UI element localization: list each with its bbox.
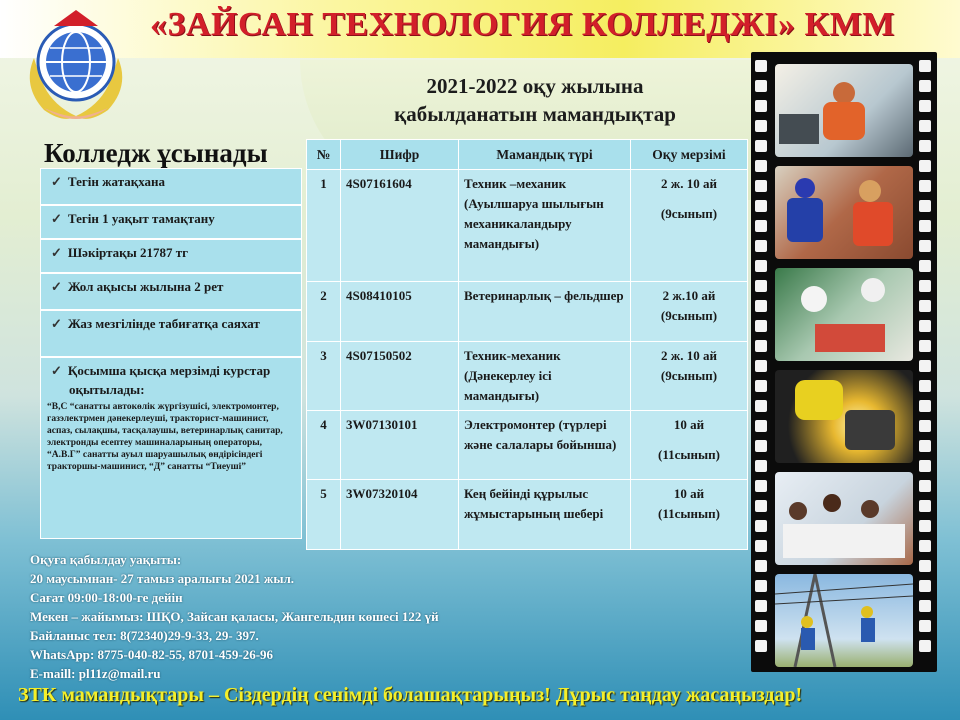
- info-line: Мекен – жайымыз: ШҚО, Зайсан қаласы, Жангельдин көшесі 122 үй: [30, 609, 439, 624]
- film-sprocket-hole: [919, 360, 931, 372]
- film-sprocket-hole: [755, 240, 767, 252]
- film-sprocket-hole: [919, 280, 931, 292]
- duration-grade: (11сынып): [658, 506, 720, 521]
- duration-value: 2 ж. 10 ай: [661, 176, 717, 191]
- info-line: Оқуға қабылдау уақыты:: [30, 552, 182, 567]
- year-heading-line1: 2021-2022 оқу жылына: [426, 74, 644, 98]
- offer-item: [40, 168, 302, 205]
- specialties-table: [306, 139, 748, 550]
- film-sprocket-hole: [755, 340, 767, 352]
- row-num: 1: [307, 170, 341, 282]
- film-sprocket-hole: [755, 280, 767, 292]
- college-logo-icon: [14, 6, 138, 130]
- col-header-code: Шифр: [341, 140, 459, 170]
- duration-value: 10 ай: [673, 417, 705, 432]
- row-duration: [631, 170, 748, 282]
- duration-grade: (9сынып): [660, 308, 718, 323]
- film-sprocket-hole: [919, 140, 931, 152]
- film-sprocket-hole: [919, 60, 931, 72]
- row-duration: [631, 411, 748, 480]
- offer-item: [40, 239, 302, 273]
- row-specialty: Техник –механик (Ауылшаруа шылығын механикаландыру мамандығы): [459, 170, 631, 282]
- film-sprocket-hole: [919, 240, 931, 252]
- col-header-num: №: [307, 140, 341, 170]
- film-sprocket-hole: [919, 540, 931, 552]
- row-duration: [631, 480, 748, 550]
- film-sprocket-hole: [919, 220, 931, 232]
- offer-course-details: “В,С “санатты автокөлік жүргізушісі, электромонтер, газэлектрмен дәнекерлеуші, тракторист-машинист, аспаз, сылақшы, тасқалаушы, ветеринарлық санитар, электронды есептеу машиналарының операторы, “А.В.Г” санатты ауыл шаруашылық өндірісіндегі тракторшы-машинист, “Д” санатты “Тиеуші”: [47, 402, 283, 472]
- table-row: [307, 411, 748, 480]
- duration-value: 2 ж.10 ай: [662, 288, 716, 303]
- duration-value: 2 ж. 10 ай: [661, 348, 717, 363]
- col-header-specialty: Мамандық түрі: [459, 140, 631, 170]
- info-line: 20 маусымнан- 27 тамыз аралығы 2021 жыл.: [30, 571, 295, 586]
- row-num: 2: [307, 282, 341, 342]
- offer-label: Шәкіртақы 21787 тг: [67, 245, 189, 260]
- offer-item: [40, 205, 302, 239]
- offer-label: Тегін жатақхана: [67, 174, 166, 189]
- film-sprocket-hole: [919, 580, 931, 592]
- film-sprocket-hole: [919, 460, 931, 472]
- offer-label: Қосымша қысқа мерзімді курстар оқытылады:: [67, 363, 271, 397]
- film-sprocket-hole: [755, 160, 767, 172]
- info-line: Сағат 09:00-18:00-ге дейін: [30, 590, 183, 605]
- film-sprocket-hole: [919, 160, 931, 172]
- film-sprocket-hole: [755, 80, 767, 92]
- film-sprocket-hole: [919, 600, 931, 612]
- film-strip-icon: [751, 52, 937, 672]
- film-sprocket-hole: [919, 500, 931, 512]
- film-sprocket-hole: [755, 520, 767, 532]
- table-row: [307, 342, 748, 411]
- film-sprocket-hole: [755, 440, 767, 452]
- film-sprocket-hole: [755, 580, 767, 592]
- film-sprocket-hole: [755, 260, 767, 272]
- check-icon: ✓: [51, 279, 62, 294]
- film-sprocket-hole: [755, 560, 767, 572]
- photo-frame-simulator: [775, 64, 913, 157]
- offer-item: [40, 357, 302, 539]
- duration-value: 10 ай: [673, 486, 705, 501]
- info-line: WhatsApp: 8775-040-82-55, 8701-459-26-96: [30, 647, 274, 662]
- film-sprocket-hole: [919, 560, 931, 572]
- film-sprocket-hole: [755, 140, 767, 152]
- check-icon: ✓: [51, 211, 62, 226]
- film-sprocket-hole: [755, 300, 767, 312]
- film-sprocket-hole: [919, 80, 931, 92]
- year-heading: [330, 72, 740, 128]
- film-sprocket-hole: [755, 320, 767, 332]
- film-sprocket-hole: [755, 120, 767, 132]
- film-sprocket-hole: [755, 620, 767, 632]
- film-sprocket-hole: [755, 500, 767, 512]
- duration-grade: (9сынып): [660, 206, 718, 221]
- film-sprocket-hole: [755, 360, 767, 372]
- film-sprocket-hole: [755, 420, 767, 432]
- row-specialty: Ветеринарлық – фельдшер: [459, 282, 631, 342]
- row-code: 3W07320104: [341, 480, 459, 550]
- film-sprocket-hole: [919, 300, 931, 312]
- photo-frame-classroom: [775, 472, 913, 565]
- row-code: 4S07150502: [341, 342, 459, 411]
- duration-grade: (11сынып): [658, 447, 720, 462]
- film-sprocket-hole: [755, 100, 767, 112]
- col-header-duration: Оқу мерзімі: [631, 140, 748, 170]
- table-row: [307, 282, 748, 342]
- photo-frame-welding: [775, 370, 913, 463]
- film-sprocket-hole: [755, 480, 767, 492]
- contact-info: [30, 550, 730, 683]
- check-icon: ✓: [51, 316, 62, 331]
- offer-label: Тегін 1 уақыт тамақтану: [67, 211, 215, 226]
- film-sprocket-hole: [919, 120, 931, 132]
- row-num: 4: [307, 411, 341, 480]
- table-header-row: [307, 140, 748, 170]
- film-sprocket-hole: [919, 400, 931, 412]
- film-sprocket-hole: [919, 520, 931, 532]
- row-code: 3W07130101: [341, 411, 459, 480]
- row-specialty: Кең бейінді құрылыс жұмыстарының шебері: [459, 480, 631, 550]
- offer-item: [40, 310, 302, 357]
- film-holes-right: [919, 60, 933, 664]
- top-banner: [0, 0, 960, 58]
- photo-frame-electricians: [775, 574, 913, 667]
- film-sprocket-hole: [919, 420, 931, 432]
- offer-label: Жаз мезгілінде табиғатқа саяхат: [67, 316, 260, 331]
- film-sprocket-hole: [755, 460, 767, 472]
- film-holes-left: [755, 60, 769, 664]
- film-sprocket-hole: [919, 180, 931, 192]
- film-sprocket-hole: [755, 200, 767, 212]
- film-sprocket-hole: [919, 620, 931, 632]
- film-sprocket-hole: [919, 440, 931, 452]
- film-sprocket-hole: [755, 380, 767, 392]
- offers-title: Колледж ұсынады: [44, 138, 268, 168]
- film-sprocket-hole: [919, 380, 931, 392]
- film-sprocket-hole: [755, 400, 767, 412]
- row-specialty: Техник-механик (Дәнекерлеу ісі мамандығы): [459, 342, 631, 411]
- film-sprocket-hole: [755, 220, 767, 232]
- row-code: 4S08410105: [341, 282, 459, 342]
- row-duration: [631, 282, 748, 342]
- offer-label: Жол ақысы жылына 2 рет: [67, 279, 224, 294]
- row-specialty: Электромонтер (түрлері және салалары бойынша): [459, 411, 631, 480]
- film-sprocket-hole: [919, 260, 931, 272]
- film-sprocket-hole: [919, 320, 931, 332]
- photo-frame-veterinary-lab: [775, 268, 913, 361]
- info-line: Байланыс тел: 8(72340)29-9-33, 29- 397.: [30, 628, 259, 643]
- check-icon: ✓: [51, 174, 62, 189]
- offer-item: [40, 273, 302, 310]
- info-line: E-maill: pl11z@mail.ru: [30, 666, 161, 681]
- duration-grade: (9сынып): [660, 368, 718, 383]
- film-sprocket-hole: [919, 200, 931, 212]
- table-row: [307, 170, 748, 282]
- check-icon: ✓: [51, 363, 62, 378]
- film-sprocket-hole: [755, 540, 767, 552]
- slogan: ЗТК мамандықтары – Сіздердің сенімді болашақтарыңыз! Дұрыс таңдау жасаңыздар!: [18, 684, 803, 706]
- film-sprocket-hole: [919, 100, 931, 112]
- row-num: 5: [307, 480, 341, 550]
- row-duration: [631, 342, 748, 411]
- photo-frame-construction: [775, 166, 913, 259]
- film-sprocket-hole: [919, 480, 931, 492]
- film-sprocket-hole: [755, 640, 767, 652]
- film-sprocket-hole: [755, 180, 767, 192]
- table-row: [307, 480, 748, 550]
- row-num: 3: [307, 342, 341, 411]
- row-code: 4S07161604: [341, 170, 459, 282]
- check-icon: ✓: [51, 245, 62, 260]
- college-title: «ЗАЙСАН ТЕХНОЛОГИЯ КОЛЛЕДЖІ» КММ: [150, 6, 895, 43]
- year-heading-line2: қабылданатын мамандықтар: [394, 102, 676, 126]
- film-sprocket-hole: [919, 340, 931, 352]
- film-sprocket-hole: [755, 60, 767, 72]
- film-sprocket-hole: [919, 640, 931, 652]
- film-sprocket-hole: [755, 600, 767, 612]
